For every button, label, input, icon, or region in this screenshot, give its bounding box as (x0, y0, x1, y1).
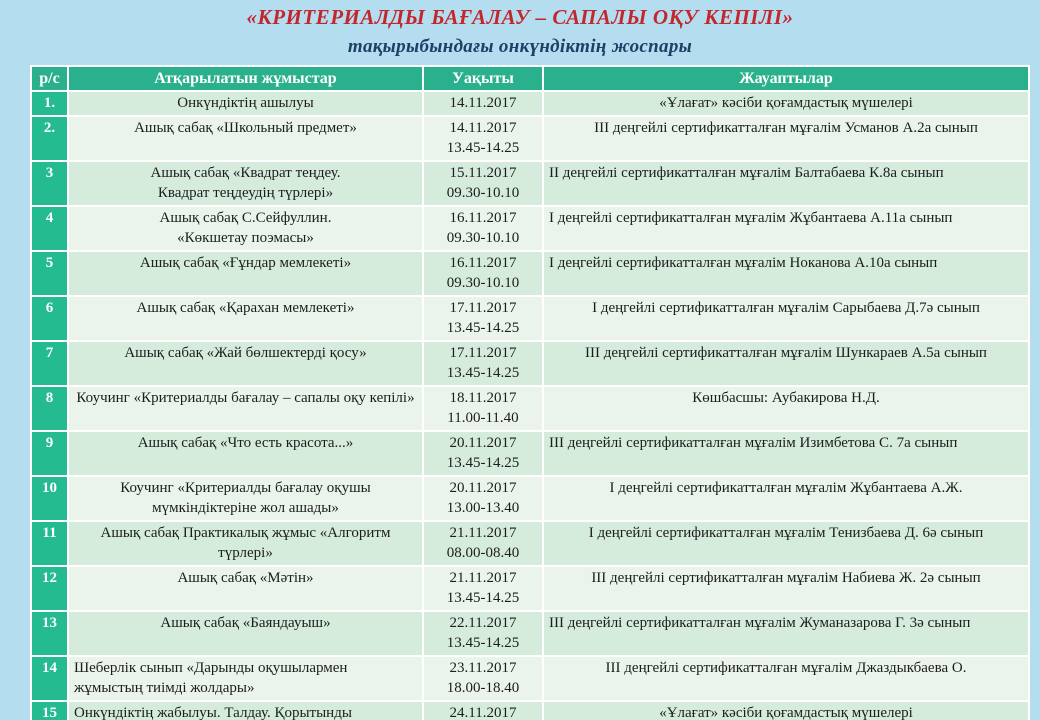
works-cell: Онкүндіктің жабылуы. Талдау. Қорытынды (68, 701, 423, 720)
row-number-cell: 5 (31, 251, 68, 296)
responsible-cell: І деңгейлі сертификатталған мұғалім Сарыбаева Д.7ә сынып (543, 296, 1029, 341)
time-cell: 16.11.2017 09.30-10.10 (423, 251, 543, 296)
table-row (31, 611, 1029, 656)
time-cell: 21.11.2017 08.00-08.40 (423, 521, 543, 566)
document-title: «КРИТЕРИАЛДЫ БАҒАЛАУ – САПАЛЫ ОҚУ КЕПІЛІ» (246, 5, 794, 29)
responsible-cell: І деңгейлі сертификатталған мұғалім Тенизбаева Д. 6ә сынып (543, 521, 1029, 566)
works-cell: Ашық сабақ «Что есть красота...» (68, 431, 423, 476)
time-cell: 17.11.2017 13.45-14.25 (423, 296, 543, 341)
row-number-cell: 6 (31, 296, 68, 341)
table-row (31, 566, 1029, 611)
row-number-cell: 13 (31, 611, 68, 656)
table-row (31, 386, 1029, 431)
time-cell: 21.11.2017 13.45-14.25 (423, 566, 543, 611)
column-header-works: Атқарылатын жұмыстар (68, 66, 423, 91)
table-row (31, 296, 1029, 341)
row-number-cell: 14 (31, 656, 68, 701)
table-header-row (31, 66, 1029, 91)
works-cell: Ашық сабақ «Жай бөлшектерді қосу» (68, 341, 423, 386)
table-row (31, 91, 1029, 116)
column-header-responsible: Жауаптылар (543, 66, 1029, 91)
responsible-cell: ІІІ деңгейлі сертификатталған мұғалім Усманов А.2а сынып (543, 116, 1029, 161)
responsible-cell: І деңгейлі сертификатталған мұғалім Жұбантаева А.Ж. (543, 476, 1029, 521)
works-cell: Ашық сабақ Практикалық жұмыс «Алгоритм түрлері» (68, 521, 423, 566)
column-header-time: Уақыты (423, 66, 543, 91)
works-cell: Коучинг «Критериалды бағалау – сапалы оқу кепілі» (68, 386, 423, 431)
works-cell: Ашық сабақ «Мәтін» (68, 566, 423, 611)
responsible-cell: ІІІ деңгейлі сертификатталған мұғалім Жуманазарова Г. 3ә сынып (543, 611, 1029, 656)
time-cell: 14.11.2017 13.45-14.25 (423, 116, 543, 161)
time-cell: 24.11.2017 (423, 701, 543, 720)
responsible-cell: ІІ деңгейлі сертификатталған мұғалім Балтабаева К.8а сынып (543, 161, 1029, 206)
row-number-cell: 8 (31, 386, 68, 431)
works-cell: Ашық сабақ С.Сейфуллин. «Көкшетау поэмасы» (68, 206, 423, 251)
plan-table (30, 65, 1030, 720)
time-cell: 20.11.2017 13.45-14.25 (423, 431, 543, 476)
responsible-cell: ІІІ деңгейлі сертификатталған мұғалім Джаздыкбаева О. (543, 656, 1029, 701)
table-row (31, 521, 1029, 566)
time-cell: 15.11.2017 09.30-10.10 (423, 161, 543, 206)
table-row (31, 341, 1029, 386)
row-number-cell: 9 (31, 431, 68, 476)
works-cell: Онкүндіктің ашылуы (68, 91, 423, 116)
document-subtitle: тақырыбындағы онкүндіктің жоспары (347, 36, 693, 57)
responsible-cell: «Ұлағат» кәсіби қоғамдастық мүшелері (543, 91, 1029, 116)
table-row (31, 251, 1029, 296)
row-number-cell: 4 (31, 206, 68, 251)
table-row (31, 656, 1029, 701)
works-cell: Ашық сабақ «Баяндауыш» (68, 611, 423, 656)
responsible-cell: «Ұлағат» кәсіби қоғамдастық мүшелері (543, 701, 1029, 720)
time-cell: 23.11.2017 18.00-18.40 (423, 656, 543, 701)
responsible-cell: Көшбасшы: Аубакирова Н.Д. (543, 386, 1029, 431)
works-cell: Ашық сабақ «Школьный предмет» (68, 116, 423, 161)
responsible-cell: ІІІ деңгейлі сертификатталған мұғалім Шункараев А.5а сынып (543, 341, 1029, 386)
time-cell: 20.11.2017 13.00-13.40 (423, 476, 543, 521)
row-number-cell: 1. (31, 91, 68, 116)
responsible-cell: ІІІ деңгейлі сертификатталған мұғалім Изимбетова С. 7а сынып (543, 431, 1029, 476)
row-number-cell: 3 (31, 161, 68, 206)
row-number-cell: 12 (31, 566, 68, 611)
time-cell: 17.11.2017 13.45-14.25 (423, 341, 543, 386)
table-row (31, 161, 1029, 206)
responsible-cell: І деңгейлі сертификатталған мұғалім Жұбантаева А.11а сынып (543, 206, 1029, 251)
works-cell: Ашық сабақ «Қарахан мемлекеті» (68, 296, 423, 341)
table-row (31, 476, 1029, 521)
time-cell: 14.11.2017 (423, 91, 543, 116)
works-cell: Шеберлік сынып «Дарынды оқушылармен жұмыстың тиімді жолдары» (68, 656, 423, 701)
row-number-cell: 7 (31, 341, 68, 386)
responsible-cell: ІІІ деңгейлі сертификатталған мұғалім Набиева Ж. 2ә сынып (543, 566, 1029, 611)
table-row (31, 206, 1029, 251)
responsible-cell: І деңгейлі сертификатталған мұғалім Ноканова А.10а сынып (543, 251, 1029, 296)
works-cell: Коучинг «Критериалды бағалау оқушы мүмкіндіктеріне жол ашады» (68, 476, 423, 521)
column-header-number: р/с (31, 66, 68, 91)
row-number-cell: 11 (31, 521, 68, 566)
works-cell: Ашық сабақ «Ғұндар мемлекеті» (68, 251, 423, 296)
table-row (31, 116, 1029, 161)
time-cell: 16.11.2017 09.30-10.10 (423, 206, 543, 251)
time-cell: 18.11.2017 11.00-11.40 (423, 386, 543, 431)
time-cell: 22.11.2017 13.45-14.25 (423, 611, 543, 656)
row-number-cell: 10 (31, 476, 68, 521)
table-row (31, 701, 1029, 720)
table-row (31, 431, 1029, 476)
row-number-cell: 15 (31, 701, 68, 720)
works-cell: Ашық сабақ «Квадрат теңдеу. Квадрат теңдеудің түрлері» (68, 161, 423, 206)
row-number-cell: 2. (31, 116, 68, 161)
